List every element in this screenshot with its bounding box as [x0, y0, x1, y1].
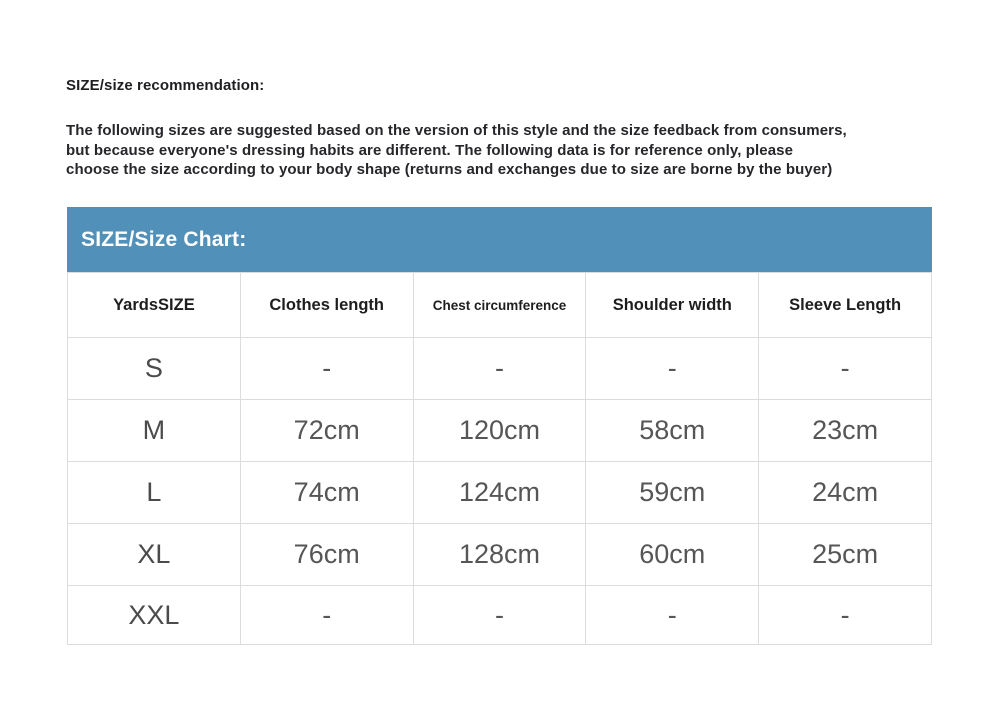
size-label: S [68, 338, 241, 400]
description-line-2: but because everyone's dressing habits are different. The following data is for reference only, please [66, 141, 794, 159]
size-label: XL [68, 524, 241, 586]
table-row-xxl [68, 586, 932, 645]
cell-clothes-length: 76cm [240, 524, 413, 586]
column-header-yards-size: YardsSIZE [68, 273, 241, 338]
cell-chest-circumference: 124cm [413, 462, 586, 524]
size-label: XXL [68, 586, 241, 645]
table-row-s [68, 338, 932, 400]
cell-shoulder-width: - [586, 586, 759, 645]
chest-circumference-label: Chest circumference [432, 297, 567, 313]
column-header-chest-circumference [413, 273, 586, 338]
size-label: L [68, 462, 241, 524]
column-header-clothes-length: Clothes length [240, 273, 413, 338]
table-row-m [68, 400, 932, 462]
cell-clothes-length: 72cm [240, 400, 413, 462]
cell-sleeve-length: - [759, 586, 932, 645]
cell-chest-circumference: 128cm [413, 524, 586, 586]
cell-sleeve-length: 25cm [759, 524, 932, 586]
size-chart-title-bar [67, 207, 932, 272]
description-line-1: The following sizes are suggested based on the version of this style and the size feedback from consumers, [66, 122, 847, 139]
table-header-row [68, 273, 932, 338]
column-header-shoulder-width: Shoulder width [586, 273, 759, 338]
table-row-l [68, 462, 932, 524]
column-header-sleeve-length: Sleeve Length [759, 273, 932, 338]
table-row-xl [68, 524, 932, 586]
cell-shoulder-width: 58cm [586, 400, 759, 462]
cell-chest-circumference: 120cm [413, 400, 586, 462]
cell-clothes-length: - [240, 586, 413, 645]
cell-sleeve-length: 24cm [759, 462, 932, 524]
description-line-3: choose the size according to your body shape (returns and exchanges due to size are borne by the buyer) [66, 161, 833, 178]
cell-clothes-length: - [240, 338, 413, 400]
cell-sleeve-length: - [759, 338, 932, 400]
cell-shoulder-width: 60cm [586, 524, 759, 586]
cell-shoulder-width: 59cm [586, 462, 759, 524]
cell-sleeve-length: 23cm [759, 400, 932, 462]
size-recommendation-heading: SIZE/size recommendation: [66, 77, 265, 94]
cell-chest-circumference: - [413, 338, 586, 400]
cell-chest-circumference: - [413, 586, 586, 645]
size-chart-table [67, 272, 932, 645]
size-chart-title: SIZE/Size Chart: [81, 228, 247, 251]
cell-clothes-length: 74cm [240, 462, 413, 524]
cell-shoulder-width: - [586, 338, 759, 400]
size-recommendation-description [66, 121, 976, 180]
size-label: M [68, 400, 241, 462]
